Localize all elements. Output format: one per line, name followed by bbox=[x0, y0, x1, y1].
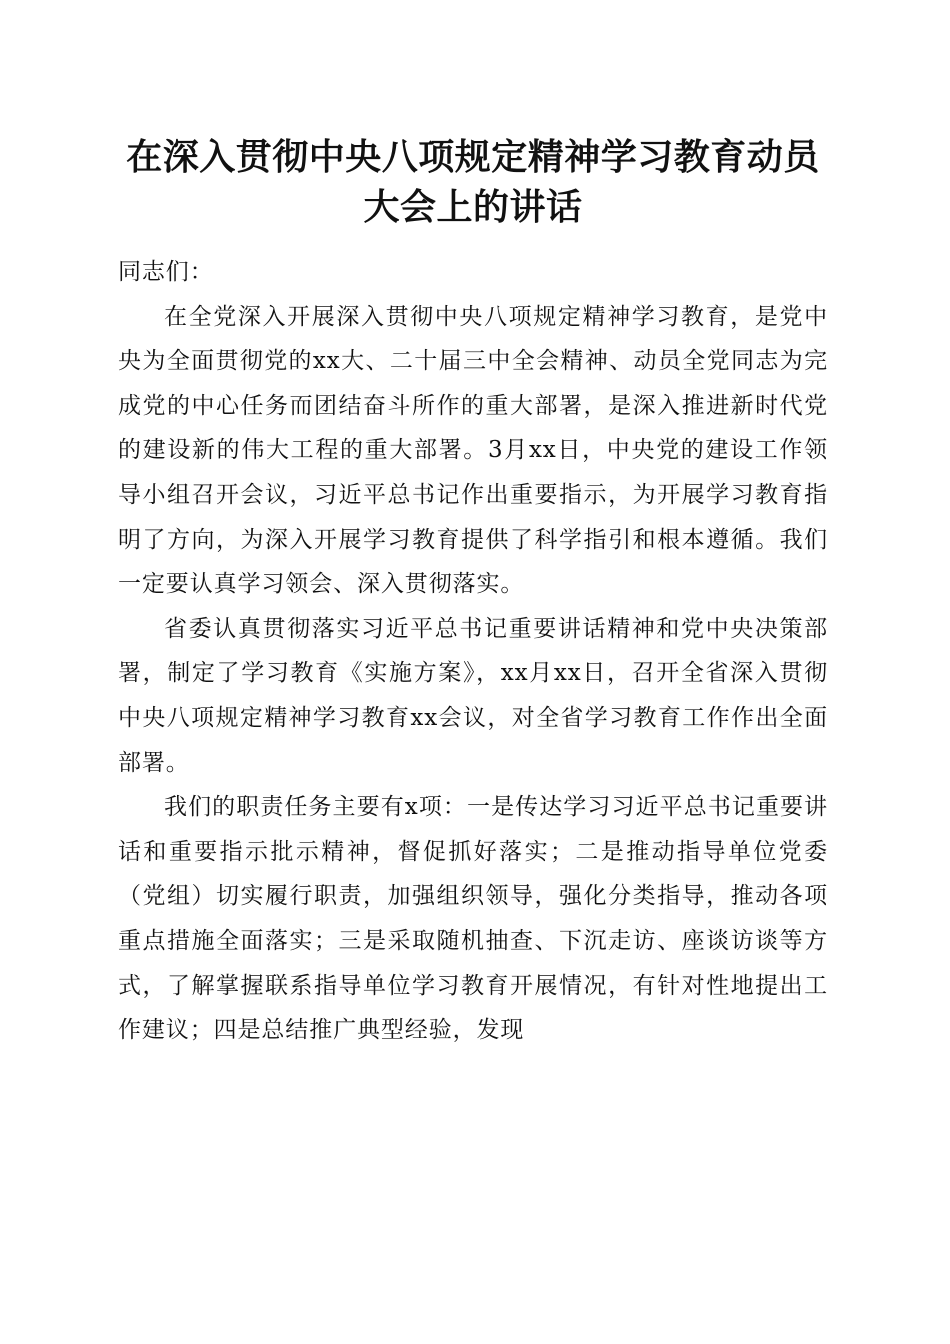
document-body bbox=[118, 250, 828, 1053]
document-title: 在深入贯彻中央八项规定精神学习教育动员大会上的讲话 bbox=[126, 136, 820, 228]
salutation: 同志们： bbox=[118, 259, 214, 285]
paragraph-3: 我们的职责任务主要有x项：一是传达学习习近平总书记重要讲话和重要指示批示精神，督促抓好落实；二是推动指导单位党委（党组）切实履行职责，加强组织领导，强化分类指导，推动各项重点措施全面落实；三是采取随机抽查、下沉走访、座谈访谈等方式，了解掌握联系指导单位学习教育开展情况，有针对性地提出工作建议；四是总结推广典型经验，发现 bbox=[118, 794, 828, 1044]
paragraph-2: 省委认真贯彻落实习近平总书记重要讲话精神和党中央决策部署，制定了学习教育《实施方案》，xx月xx日，召开全省深入贯彻中央八项规定精神学习教育xx会议，对全省学习教育工作作出全面部署。 bbox=[118, 615, 828, 776]
paragraph-1: 在全党深入开展深入贯彻中央八项规定精神学习教育，是党中央为全面贯彻党的xx大、二十届三中全会精神、动员全党同志为完成党的中心任务而团结奋斗所作的重大部署，是深入推进新时代党的建设新的伟大工程的重大部署。3月xx日，中央党的建设工作领导小组召开会议，习近平总书记作出重要指示，为开展学习教育指明了方向，为深入开展学习教育提供了科学指引和根本遵循。我们一定要认真学习领会、深入贯彻落实。 bbox=[118, 303, 828, 598]
